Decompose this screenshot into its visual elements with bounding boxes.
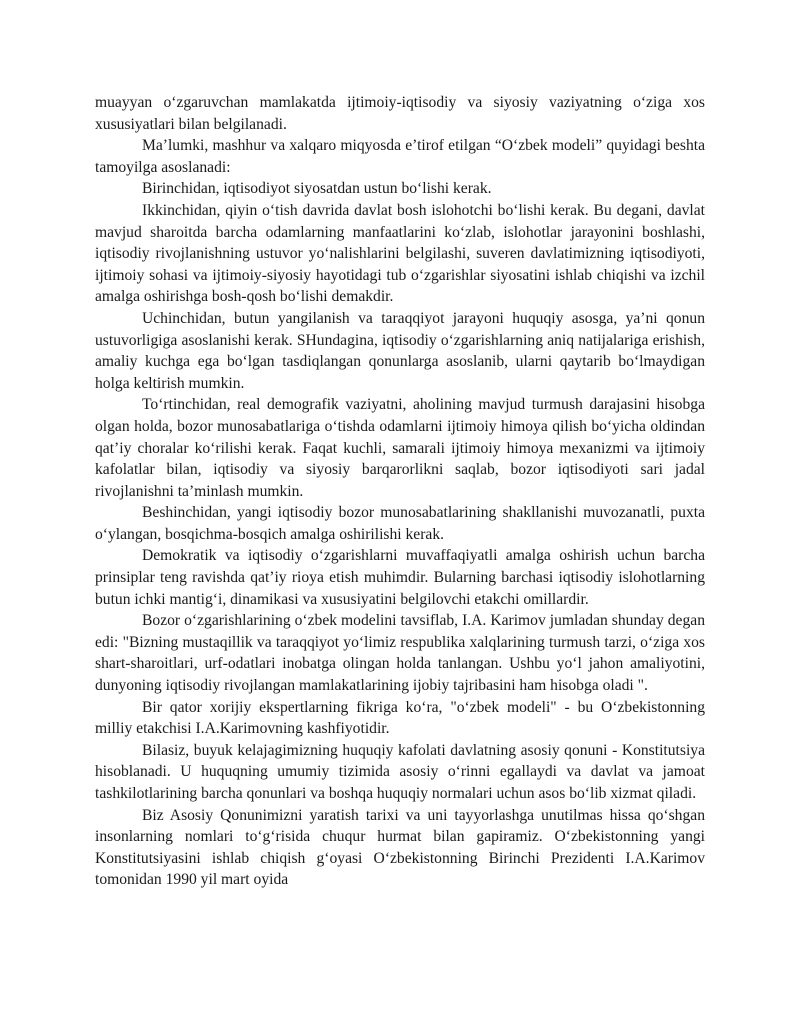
- paragraph-11: Bilasiz, buyuk kelajagimizning huquqiy kafolati davlatning asosiy qonuni - Konstitutsiya hisoblanadi. U huquqning umumiy tizimida asosiy o‘rinni egallaydi va davlat va jamoat tashkilotlarining barcha qonunlari va boshqa huquqiy normalari uchun asos bo‘lib xizmat qiladi.: [95, 741, 705, 802]
- paragraph-9: Bozor o‘zgarishlarining o‘zbek modelini tavsiflab, I.A. Karimov jumladan shunday degan edi: "Bizning mustaqillik va taraqqiyot yo‘limiz respublika xalqlarining turmush tarzi, o‘ziga xos shart-sharoitlari, urf-odatlari inobatga olingan holda tanlangan. Ushbu yo‘l jahon amaliyotini, dunyoning iqtisodiy rivojlangan mamlakatlarining ijobiy tajribasini ham hisobga oladi ".: [95, 612, 705, 695]
- paragraph-7: Beshinchidan, yangi iqtisodiy bozor munosabatlarining shakllanishi muvozanatli, puxta o‘ylangan, bosqichma-bosqich amalga oshirilishi kerak.: [95, 504, 705, 543]
- paragraph-12: Biz Asosiy Qonunimizni yaratish tarixi va uni tayyorlashga unutilmas hissa qo‘shgan insonlarning nomlari to‘g‘risida chuqur hurmat bilan gapiramiz. O‘zbekistonning yangi Konstitutsiyasini ishlab chiqish g‘oyasi O‘zbekistonning Birinchi Prezidenti I.A.Karimov tomonidan 1990 yil mart oyida: [95, 806, 705, 889]
- paragraph-6: To‘rtinchidan, real demografik vaziyatni, aholining mavjud turmush darajasini hisobga olgan holda, bozor munosabatlariga o‘tishda odamlarni ijtimoiy himoya qilish bo‘yicha oldindan qat’iy choralar ko‘rilishi kerak. Faqat kuchli, samarali ijtimoiy himoya mexanizmi va ijtimoiy kafolatlar bilan, iqtisodiy va siyosiy barqarorlikni saqlab, bozor iqtisodiyoti sari jadal rivojlanishni ta’minlash mumkin.: [95, 396, 705, 500]
- paragraph-5: Uchinchidan, butun yangilanish va taraqqiyot jarayoni huquqiy asosga, ya’ni qonun ustuvorligiga asoslanishi kerak. SHundagina, iqtisodiy o‘zgarishlarning aniq natijalariga erishish, amaliy kuchga ega bo‘lgan tasdiqlangan qonunlarga asoslanib, ularni qaytarib bo‘lmaydigan holga keltirish mumkin.: [95, 309, 705, 392]
- paragraph-4: Ikkinchidan, qiyin o‘tish davrida davlat bosh islohotchi bo‘lishi kerak. Bu degani, davlat mavjud sharoitda barcha odamlarning manfaatlarini ko‘zlab, islohotlar jarayonini boshlashi, iqtisodiy rivojlanishning ustuvor yo‘nalishlarini belgilashi, suveren davlatimizning iqtisodiyoti, ijtimoiy sohasi va ijtimoiy-siyosiy hayotidagi tub o‘zgarishlar siyosatini ishlab chiqishi va izchil amalga oshirishga bosh-qosh bo‘lishi demakdir.: [95, 201, 705, 306]
- paragraph-1: muayyan o‘zgaruvchan mamlakatda ijtimoiy-iqtisodiy va siyosiy vaziyatning o‘ziga xos xususiyatlari bilan belgilanadi.: [95, 94, 705, 133]
- document-body: [95, 92, 705, 891]
- paragraph-2: Ma’lumki, mashhur va xalqaro miqyosda e’tirof etilgan “O‘zbek modeli” quyidagi beshta tamoyilga asoslanadi:: [95, 137, 705, 176]
- paragraph-10: Bir qator xorijiy ekspertlarning fikriga ko‘ra, "o‘zbek modeli" - bu O‘zbekistonning milliy etakchisi I.A.Karimovning kashfiyotidir.: [95, 698, 705, 738]
- paragraph-3: Birinchidan, iqtisodiyot siyosatdan ustun bo‘lishi kerak.: [142, 180, 492, 198]
- paragraph-8: Demokratik va iqtisodiy o‘zgarishlarni muvaffaqiyatli amalga oshirish uchun barcha prinsiplar teng ravishda qat’iy rioya etish muhimdir. Bularning barchasi iqtisodiy islohotlarning butun ichki mantig‘i, dinamikasi va xususiyatini belgilovchi etakchi omillardir.: [95, 547, 705, 608]
